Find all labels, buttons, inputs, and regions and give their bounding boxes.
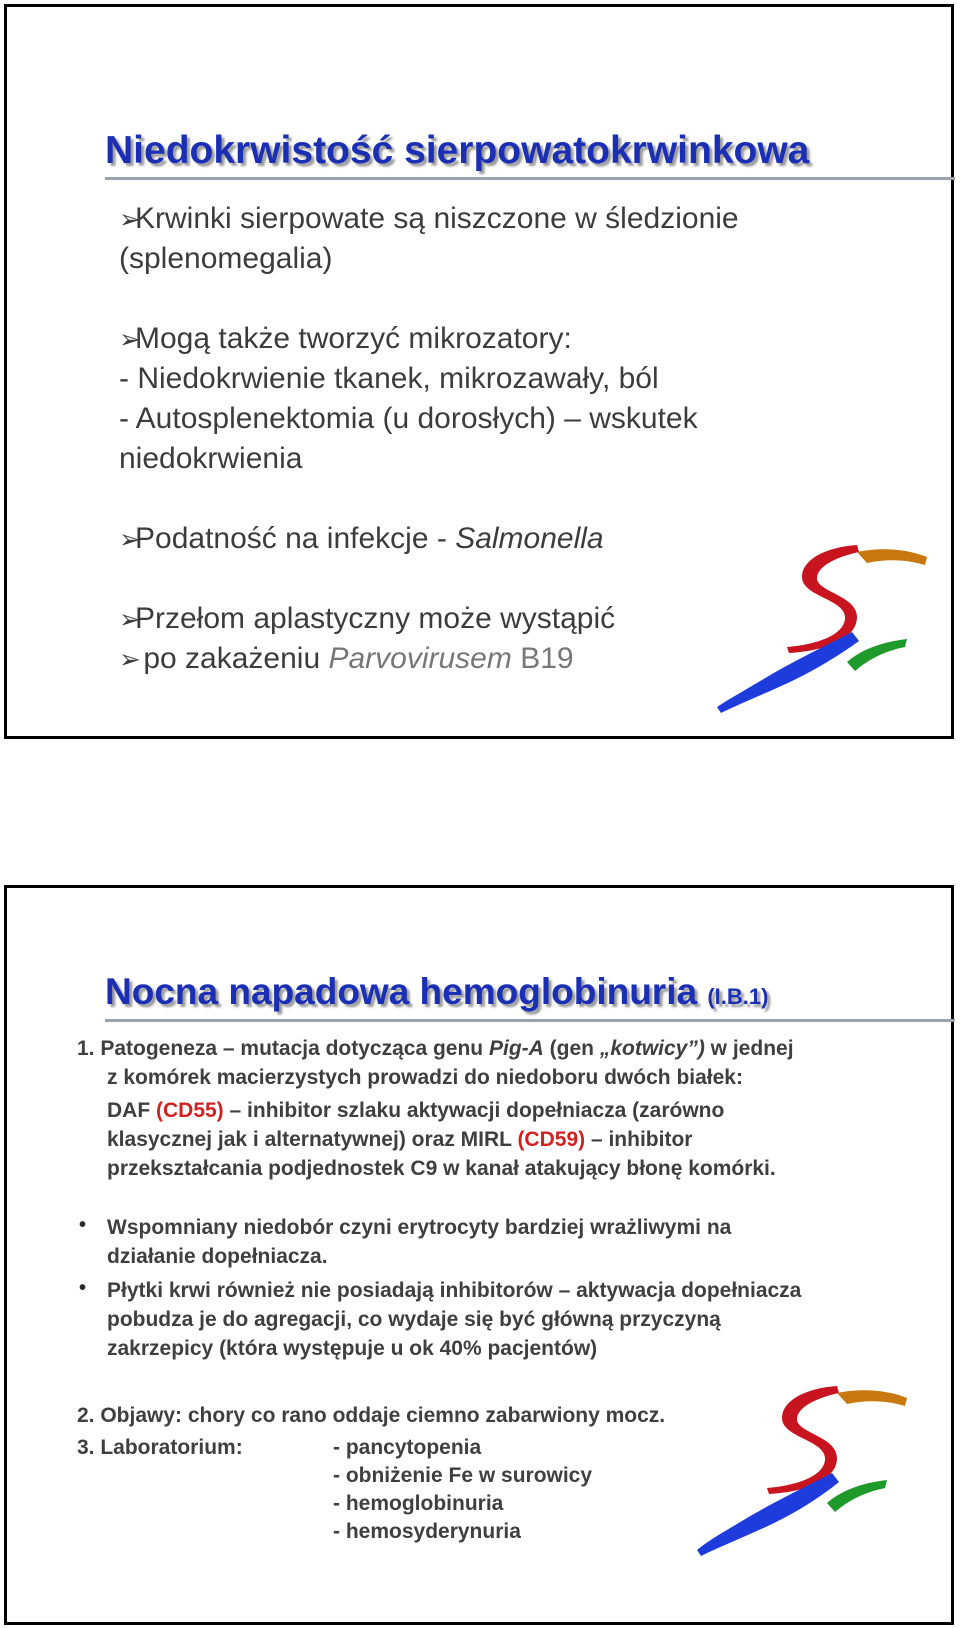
pathogenesis-line-2: z komórek macierzystych prowadzi do niedoboru dwóch białek: [107, 1066, 743, 1089]
pathogenesis-line-1: 1. Patogeneza – mutacja dotycząca genu Pig-A (gen „kotwicy”) w jednej [77, 1037, 794, 1060]
text-line: (splenomegalia) [119, 242, 333, 275]
decorative-ribbon-logo-icon [707, 537, 937, 717]
bullet-1-line-1: Wspomniany niedobór czyni erytrocyty bardziej wrażliwymi na [107, 1216, 732, 1239]
text-line: ➢Krwinki sierpowate są niszczone w śledzionie [119, 199, 739, 239]
slide-1 [4, 4, 954, 739]
lab-item: - pancytopenia [333, 1436, 482, 1459]
decorative-ribbon-logo-icon [687, 1378, 917, 1563]
text-line: niedokrwienia [119, 442, 303, 475]
bullet-icon: • [79, 1277, 87, 1299]
lab-item: - hemoglobinuria [333, 1492, 504, 1515]
daf-line-2: klasycznej jak i alternatywnej) oraz MIRL (CD59) – inhibitor [107, 1128, 693, 1151]
bullet-2-line-2: pobudza je do agregacji, co wydaje się być główną przyczyną [107, 1308, 721, 1331]
symptoms-line: 2. Objawy: chory co rano oddaje ciemno zabarwiony mocz. [77, 1404, 666, 1427]
arrow-bullet-icon: ➢ [119, 204, 141, 234]
bullet-2-line-3: zakrzepicy (która występuje u ok 40% pacjentów) [107, 1337, 598, 1360]
title-divider [105, 177, 955, 180]
arrow-bullet-icon: ➢ [119, 604, 141, 634]
daf-line-3: przekształcania podjednostek C9 w kanał atakujący błonę komórki. [107, 1157, 776, 1180]
arrow-bullet-icon: ➢ [119, 324, 141, 354]
text-line-infection: ➢Podatność na infekcje - Salmonella [119, 519, 604, 559]
lab-item: - obniżenie Fe w surowicy [333, 1464, 593, 1487]
slide-1-title: Niedokrwistość sierpowatokrwinkowa [105, 129, 810, 172]
bullet-icon: • [79, 1214, 87, 1236]
text-line: - Autosplenektomia (u dorosłych) – wskutek [119, 402, 698, 435]
bullet-1-line-2: działanie dopełniacza. [107, 1245, 328, 1268]
laboratory-label: 3. Laboratorium: [77, 1436, 243, 1459]
daf-line-1: DAF (CD55) – inhibitor szlaku aktywacji dopełniacza (zarówno [107, 1099, 725, 1122]
arrow-bullet-icon: ➢ [119, 524, 141, 554]
title-divider [105, 1019, 955, 1022]
lab-item: - hemosyderynuria [333, 1520, 521, 1543]
arrow-bullet-icon: ➢ [119, 644, 141, 674]
text-line-aplastic: ➢Przełom aplastyczny może wystąpić [119, 599, 615, 639]
text-line: ➢Mogą także tworzyć mikrozatory: [119, 319, 572, 359]
text-line: - Niedokrwienie tkanek, mikrozawały, ból [119, 362, 659, 395]
slide-2-title: Nocna napadowa hemoglobinuria (I.B.1) [105, 971, 769, 1012]
bullet-2-line-1: Płytki krwi również nie posiadają inhibitorów – aktywacja dopełniacza [107, 1279, 802, 1302]
text-line-parvo: ➢ po zakażeniu Parvovirusem B19 [119, 639, 574, 679]
slide-2 [4, 885, 954, 1625]
